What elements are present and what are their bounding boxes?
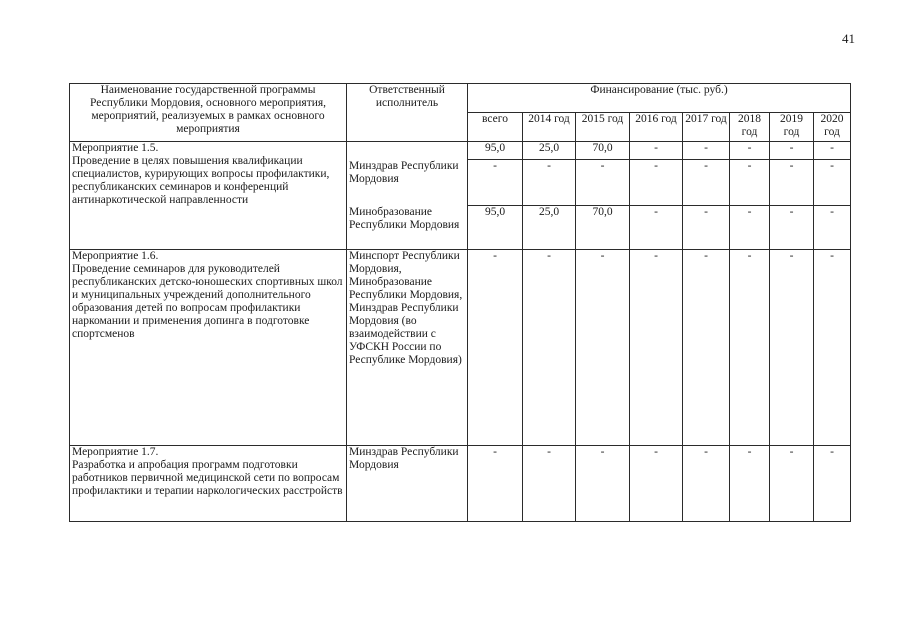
executor-cell: Минспорт Республики Мордовия, Минобразование Республики Мордовия, Минздрав Республики Мордовия (во взаимодействии с УФСКН России по Республике Мордовия) [347,250,468,446]
value-cell: - [770,250,814,446]
value-cell: - [630,206,683,250]
value-cell: - [576,250,630,446]
executor-cell: Минздрав Республики Мордовия [347,160,468,206]
header-row-1 [70,84,851,113]
value-cell: - [683,206,730,250]
value-cell: - [523,160,576,206]
value-cell: - [730,160,770,206]
header-total: всего [468,113,523,142]
value-cell: - [730,250,770,446]
table-row [70,446,851,522]
measure-cell [70,142,347,250]
value-cell: - [770,142,814,160]
value-total: 95,0 [468,142,523,160]
measure-description: Проведение семинаров для руководителей республиканских детско-юношеских спортивных школ и муниципальных учреждений дополнительного образования детей по вопросам профилактики наркомании и применения допинга в подготовке спортсменов [72,263,343,340]
header-year: 2016 год [630,113,683,142]
executor-cell: Минобразование Республики Мордовия [347,206,468,250]
page-number: 41 [842,31,855,46]
value-cell: - [576,160,630,206]
value-cell: - [730,206,770,250]
value-cell: 25,0 [523,142,576,160]
measure-description: Проведение в целях повышения квалификации специалистов, курирующих вопросы профилактики, республиканских семинаров и конференций антинаркотической направленности [72,155,330,206]
header-year: 2020 год [814,113,851,142]
value-total: - [468,446,523,522]
value-cell: - [730,446,770,522]
value-cell: - [814,446,851,522]
value-cell: 25,0 [523,206,576,250]
value-cell: 70,0 [576,142,630,160]
financing-table [69,83,851,522]
value-cell: - [770,446,814,522]
value-cell: - [523,446,576,522]
value-cell: - [523,250,576,446]
header-year: 2017 год [683,113,730,142]
executor-cell-empty [347,142,468,160]
value-cell: - [683,142,730,160]
value-cell: - [770,160,814,206]
header-name-col: Наименование государственной программы Республики Мордовия, основного мероприятия, мероприятий, реализуемых в рамках основного мероприятия [70,84,347,142]
value-cell: - [730,142,770,160]
value-cell: - [814,206,851,250]
value-total: 95,0 [468,206,523,250]
header-executor-col: Ответственный исполнитель [347,84,468,142]
header-financing-col: Финансирование (тыс. руб.) [468,84,851,113]
value-cell: - [683,250,730,446]
executor-cell: Минздрав Республики Мордовия [347,446,468,522]
value-cell: - [630,142,683,160]
header-year: 2014 год [523,113,576,142]
measure-cell [70,250,347,446]
table-row [70,142,851,160]
value-cell: - [576,446,630,522]
value-cell: - [683,446,730,522]
table-row [70,250,851,446]
header-year: 2019 год [770,113,814,142]
header-year: 2018 год [730,113,770,142]
value-cell: - [630,250,683,446]
value-cell: - [814,160,851,206]
measure-cell [70,446,347,522]
header-year: 2015 год [576,113,630,142]
value-total: - [468,160,523,206]
measure-title: Мероприятие 1.5. [72,142,159,154]
value-cell: - [630,446,683,522]
value-cell: - [770,206,814,250]
measure-description: Разработка и апробация программ подготовки работников первичной медицинской сети по вопросам профилактики и терапии наркологических расстройств [72,459,343,497]
value-cell: - [814,142,851,160]
measure-title: Мероприятие 1.6. [72,250,159,262]
value-total: - [468,250,523,446]
value-cell: - [814,250,851,446]
value-cell: 70,0 [576,206,630,250]
value-cell: - [630,160,683,206]
value-cell: - [683,160,730,206]
measure-title: Мероприятие 1.7. [72,446,159,458]
